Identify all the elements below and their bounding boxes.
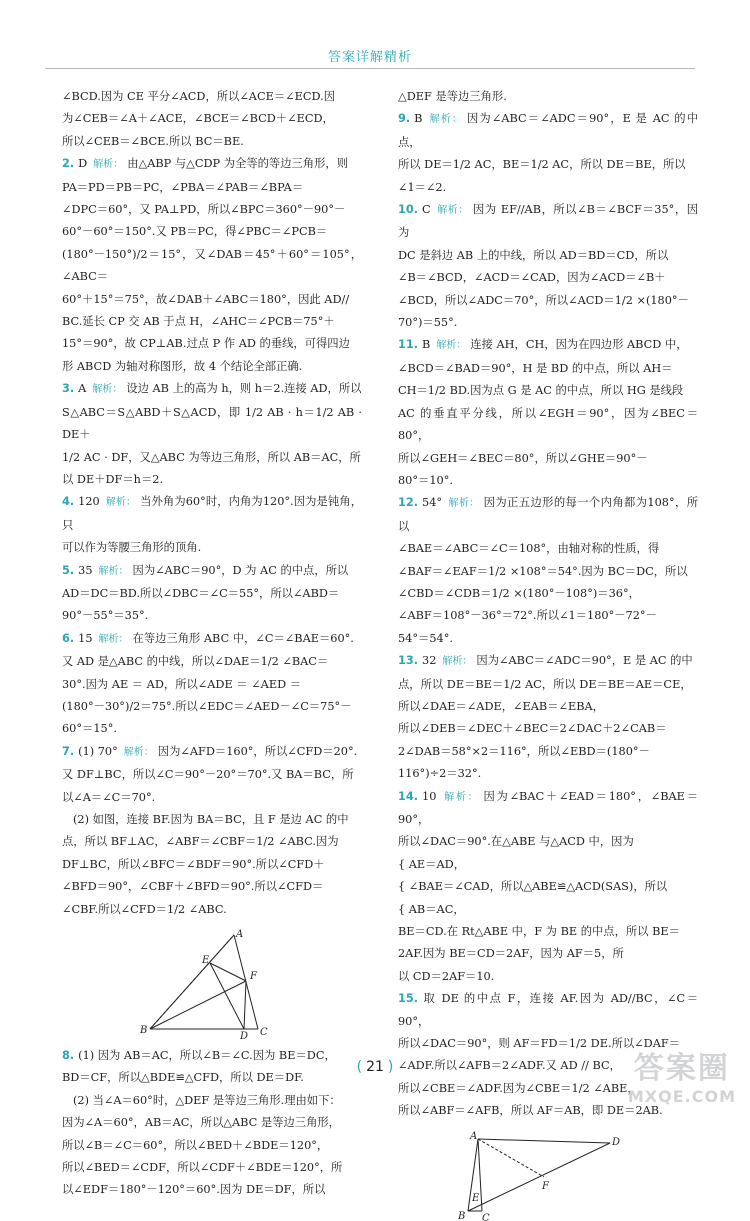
analysis-tag: 解析：: [98, 633, 129, 645]
trapezoid-figure-q15: [458, 1131, 628, 1221]
line-text: 所以 DE＝1/2 AC，BE＝1/2 AC，所以 DE＝BE，所以: [398, 158, 686, 172]
text-line: [62, 153, 362, 176]
line-text: ∠CBD＝∠CDB＝1/2 ×(180°－108°)＝36°，: [398, 586, 640, 600]
text-line: [398, 358, 698, 380]
page-number: ( 21 ): [357, 1059, 394, 1075]
answer-choice: D: [78, 157, 88, 171]
line-text: △DEF 是等边三角形.: [398, 90, 507, 103]
line-text: 所以∠CBE＝∠ADF.因为∠CBE＝1/2 ∠ABE，: [398, 1081, 639, 1095]
triangle-figure-q7: [140, 929, 290, 1039]
text-line: [62, 899, 362, 921]
text-line: [62, 333, 362, 355]
line-text: 所以∠GEH＝∠BEC＝80°，所以∠GHE＝90°－: [398, 451, 648, 465]
line-text: 连接 AH，CH，因为在四边形 ABCD 中，: [470, 338, 688, 352]
line-text: ∠ABF＝108°－36°＝72°.所以∠1＝180°－72°－: [398, 609, 657, 623]
line-text: 90°－55°＝35°.: [62, 609, 149, 623]
text-line: [398, 470, 698, 492]
text-line: [398, 583, 698, 605]
line-text: 1/2 AC · DF，又△ABC 为等边三角形，所以 AB＝AC，所: [62, 450, 361, 464]
text-line: [62, 560, 362, 583]
question-number: 5.: [62, 563, 75, 577]
text-line: [62, 605, 362, 627]
line-text: 60°＝15°.: [62, 722, 117, 736]
text-line: [398, 741, 698, 763]
analysis-tag: 解析：: [105, 497, 137, 509]
line-text: { AB＝AC，: [398, 902, 465, 916]
answer-choice: A: [78, 382, 87, 396]
line-text: DF⊥BC，所以∠BFC＝∠BDF＝90°.所以∠CFD＋: [62, 857, 325, 871]
page-header: [45, 40, 695, 72]
fig2-label-a: A: [470, 1130, 478, 1142]
line-text: 116°)÷2＝32°.: [398, 767, 482, 781]
question-number: 8.: [62, 1049, 75, 1063]
line-text: ∠ADF.所以∠AFB＝2∠ADF.又 AD // BC，: [398, 1059, 621, 1073]
left-column: [62, 86, 362, 1202]
watermark-logo: [628, 1043, 736, 1106]
question-number: 6.: [62, 631, 75, 645]
header-rule: [45, 68, 695, 69]
line-text: 因为∠BAC＋∠EAD＝180°，∠BAE＝90°，: [398, 789, 698, 826]
text-line: [398, 538, 698, 560]
analysis-tag: 解析：: [448, 498, 480, 510]
line-text: 在等边三角形 ABC 中，∠C＝∠BAE＝60°.: [132, 631, 354, 645]
fig1-label-f: F: [250, 971, 257, 983]
text-line: [62, 787, 362, 809]
text-line: [62, 177, 362, 199]
question-number: 4.: [62, 495, 75, 509]
text-line: [62, 199, 362, 221]
text-line: [62, 378, 362, 401]
line-text: AC 的垂直平分线，所以∠EGH＝90°，因为∠BEC＝80°，: [398, 406, 698, 443]
text-line: [398, 267, 698, 289]
line-text: CH＝1/2 BD.因为点 G 是 AC 的中点，所以 HG 是线段: [398, 384, 684, 398]
fig1-label-a: A: [236, 929, 244, 941]
analysis-tag: 解析：: [93, 159, 124, 171]
line-text: 60°－60°＝150°.又 PB＝PC，得∠PBC＝∠PCB＝: [62, 225, 328, 239]
line-text: (180°－150°)/2＝15°，又∠DAB＝45°＋60°＝105°，∠ABC＝: [62, 247, 362, 284]
question-number: 3.: [62, 382, 75, 396]
line-text: 又 AD 是△ABC 的中线，所以∠DAE＝1/2 ∠BAC＝: [62, 655, 329, 669]
answer-choice: (1) 70°: [78, 744, 118, 758]
text-line: [398, 650, 698, 673]
line-text: (2) 当∠A＝60°时，△DEF 是等边三角形.理由如下：: [73, 1093, 341, 1107]
line-text: 以∠A＝∠C＝70°.: [62, 790, 156, 804]
line-text: 以 DE＋DF＝h＝2.: [62, 472, 164, 486]
text-line: [62, 86, 362, 108]
analysis-tag: 解析：: [98, 565, 129, 577]
answer-choice: 32: [422, 654, 437, 668]
line-text: 因为∠ABC＝∠ADC＝90°，E 是 AC 的中点，: [398, 112, 699, 149]
text-line: [398, 763, 698, 785]
fig1-label-d: D: [240, 1031, 249, 1040]
text-line: [62, 469, 362, 491]
text-line: [398, 290, 698, 312]
line-text: ∠BCD＝∠BAD＝90°，H 是 BD 的中点，所以 AH＝: [398, 361, 673, 375]
text-line: [62, 831, 362, 853]
line-text: 所以∠ABF＝∠AFB，所以 AF＝AB，即 DE＝2AB.: [398, 1104, 663, 1118]
line-text: ∠BAF＝∠EAF＝1/2 ×108°＝54°.因为 BC＝DC，所以: [398, 564, 688, 578]
line-text: ∠BAE＝∠ABC＝∠C＝108°，由轴对称的性质，得: [398, 542, 660, 556]
line-text: 15°＝90°，故 CP⊥AB.过点 P 作 AD 的垂线，可得四边: [62, 337, 350, 351]
line-text: 当外角为60°时，内角为120°.因为是钝角，只: [62, 495, 363, 532]
text-line: [398, 628, 698, 650]
analysis-tag: 解析：: [442, 656, 473, 668]
line-text: 取 DE 的中点 F，连接 AF.因为 AD//BC，∠C＝90°，: [398, 992, 698, 1028]
question-number: 11.: [398, 338, 419, 352]
text-line: [398, 561, 698, 583]
line-text: 因为∠AFD＝160°，所以∠CFD＝20°.: [157, 744, 358, 758]
fig1-label-b: B: [140, 1025, 148, 1037]
line-text: 54°＝54°.: [398, 631, 453, 645]
text-line: [398, 696, 698, 718]
line-text: 因为∠A＝60°，AB＝AC，所以△ABC 是等边三角形，: [62, 1116, 340, 1130]
question-number: 14.: [398, 789, 419, 803]
line-text: 所以∠BED＝∠CDF，所以∠CDF＋∠BDE＝120°，所: [62, 1161, 343, 1175]
line-text: 30°.因为 AE ＝ AD，所以∠ADE ＝ ∠AED ＝: [62, 677, 302, 691]
text-line: [62, 1179, 362, 1201]
text-line: [398, 199, 698, 245]
analysis-tag: 解析：: [436, 340, 467, 352]
fig2-label-d: D: [612, 1136, 621, 1148]
answer-choice: B: [422, 338, 431, 352]
answer-choice: B: [414, 112, 423, 126]
answer-choice: 15: [78, 631, 93, 645]
line-text: 2AF.因为 BE＝CD＝2AF，因为 AF＝5，所: [398, 947, 624, 961]
line-text: ∠BCD，所以∠ADC＝70°，所以∠ACD＝1/2 ×(180°－: [398, 293, 689, 307]
question-number: 12.: [398, 496, 419, 510]
text-line: [62, 402, 362, 447]
line-text: ∠B＝∠BCD，∠ACD＝∠CAD，因为∠ACD＝∠B＋: [398, 271, 666, 285]
text-line: [62, 221, 362, 243]
line-text: 可以作为等腰三角形的顶角.: [62, 541, 202, 555]
line-text: 所以∠DEB＝∠DEC＋∠BEC＝2∠DAC＋2∠CAB＝: [398, 722, 667, 736]
fig1-label-c: C: [260, 1027, 268, 1039]
fig2-label-c: C: [482, 1212, 490, 1221]
line-text: 设边 AB 上的高为 h，则 h＝2.连接 AD，所以: [126, 382, 362, 396]
text-line: [62, 764, 362, 786]
text-line: [398, 921, 698, 943]
text-line: [398, 876, 698, 898]
text-line: [398, 854, 698, 876]
question-number: 15.: [398, 992, 419, 1006]
fig2-label-e: E: [472, 1192, 480, 1204]
text-line: [62, 854, 362, 876]
line-text: AD＝DC＝BD.所以∠DBC＝∠C＝55°，所以∠ABD＝: [62, 586, 340, 600]
text-line: [398, 108, 698, 154]
header-title: 答案详解精析: [327, 50, 412, 65]
line-text: ∠DPC＝60°，又 PA⊥PD，所以∠BPC＝360°－90°－: [62, 203, 346, 217]
answer-choice: 54°: [422, 496, 443, 510]
text-line: [62, 311, 362, 333]
text-line: [62, 131, 362, 153]
line-text: (1) 因为 AB＝AC，所以∠B＝∠C.因为 BE＝DC，: [78, 1049, 336, 1063]
text-line: [398, 492, 698, 538]
answer-choice: 35: [78, 563, 93, 577]
line-text: BD＝CF，所以△BDE≌△CFD，所以 DE＝DF.: [62, 1071, 304, 1085]
text-line: [398, 899, 698, 921]
text-line: [62, 809, 362, 831]
text-line: [62, 876, 362, 898]
line-text: 所以∠DAC＝90°，则 AF＝FD＝1/2 DE.所以∠DAF＝: [398, 1037, 680, 1051]
line-text: 70°)＝55°.: [398, 316, 458, 330]
line-text: DC 是斜边 AB 上的中线，所以 AD＝BD＝CD，所以: [398, 248, 669, 262]
line-text: 所以∠DAE＝∠ADE，∠EAB＝∠EBA，: [398, 699, 604, 713]
text-line: [62, 491, 362, 537]
text-line: [62, 651, 362, 673]
text-line: [398, 605, 698, 627]
analysis-tag: 解析：: [442, 791, 480, 803]
fig1-label-e: E: [202, 955, 210, 967]
text-line: [62, 741, 362, 764]
text-line: [62, 108, 362, 130]
line-text: 因为∠ABC＝90°，D 为 AC 的中点，所以: [132, 563, 349, 577]
text-line: [62, 583, 362, 605]
analysis-tag: 解析：: [436, 205, 469, 217]
text-line: [398, 448, 698, 470]
answer-choice: 10: [422, 789, 437, 803]
text-line: [398, 718, 698, 740]
text-line: [62, 447, 362, 469]
line-text: { AE＝AD，: [398, 857, 465, 871]
line-text: { ∠BAE＝∠CAD，所以△ABE≌△ACD(SAS)，所以: [398, 880, 668, 894]
line-text: 又 DF⊥BC，所以∠C＝90°－20°＝70°.又 BA＝BC，所: [62, 768, 354, 782]
line-text: 所以∠CEB＝∠BCE.所以 BC＝BE.: [62, 134, 244, 148]
text-line: [62, 244, 362, 289]
line-text: ∠1＝∠2.: [398, 180, 447, 194]
fig2-label-b: B: [458, 1210, 466, 1221]
line-text: 由△ABP 与△CDP 为全等的等边三角形，则: [127, 157, 349, 171]
text-line: [62, 1112, 362, 1134]
question-number: 2.: [62, 157, 75, 171]
text-line: [398, 312, 698, 334]
text-line: [398, 245, 698, 267]
line-text: 因为正五边形的每一个内角都为108°，所以: [398, 496, 699, 533]
line-text: 以 CD＝2AF＝10.: [398, 969, 495, 983]
text-line: [398, 943, 698, 965]
text-line: [62, 628, 362, 651]
question-number: 7.: [62, 744, 75, 758]
line-text: S△ABC＝S△ABD＋S△ACD，即 1/2 AB · h＝1/2 AB · DE＋: [62, 405, 362, 442]
text-line: [62, 289, 362, 311]
line-text: 为∠CEB＝∠A＋∠ACE，∠BCE＝∠BCD＋∠ECD，: [62, 112, 334, 126]
fig2-label-f: F: [542, 1180, 549, 1192]
line-text: (2) 如图，连接 BF.因为 BA＝BC，且 F 是边 AC 的中: [73, 813, 349, 826]
text-line: [62, 696, 362, 718]
question-number: 13.: [398, 654, 419, 668]
line-text: 点，所以 BF⊥AC，∠ABF＝∠CBF＝1/2 ∠ABC.因为: [62, 835, 339, 849]
text-line: [398, 86, 698, 108]
text-line: [398, 786, 698, 832]
line-text: 因为 EF//AB，所以∠B＝∠BCF＝35°，因为: [398, 203, 699, 240]
watermark-line1: 答案圈: [633, 1051, 730, 1086]
analysis-tag: 解析：: [123, 746, 154, 758]
line-text: ∠CBF.所以∠CFD＝1/2 ∠ABC.: [62, 902, 227, 916]
line-text: PA＝PD＝PB＝PC，∠PBA＝∠PAB＝∠BPA＝: [62, 180, 304, 194]
question-number: 10.: [398, 203, 419, 217]
line-text: 2∠DAB＝58°×2＝116°，所以∠EBD＝(180°－: [398, 744, 650, 758]
line-text: 80°＝10°.: [398, 473, 453, 487]
text-line: [398, 334, 698, 357]
text-line: [62, 718, 362, 740]
line-text: ∠BFD＝90°，∠CBF＋∠BFD＝90°.所以∠CFD＝: [62, 880, 324, 894]
text-line: [62, 674, 362, 696]
line-text: ∠BCD.因为 CE 平分∠ACD，所以∠ACE＝∠ECD.因: [62, 90, 336, 103]
analysis-tag: 解析：: [92, 384, 123, 396]
watermark-line2: MXQE.COM: [627, 1087, 736, 1106]
text-line: [62, 356, 362, 378]
text-line: [398, 154, 698, 176]
text-line: [398, 966, 698, 988]
text-line: [398, 988, 698, 1033]
text-line: [62, 537, 362, 559]
text-line: [398, 674, 698, 696]
text-line: [398, 403, 698, 448]
text-line: [398, 831, 698, 853]
line-text: 60°＋15°＝75°，故∠DAB＋∠ABC＝180°，因此 AD//: [62, 292, 350, 306]
line-text: 所以∠B＝∠C＝60°，所以∠BED＋∠BDE＝120°，: [62, 1138, 329, 1152]
line-text: BE＝CD.在 Rt△ABE 中，F 为 BE 的中点，所以 BE＝: [398, 925, 680, 939]
analysis-tag: 解析：: [428, 114, 463, 126]
line-text: 所以∠DAC＝90°.在△ABE 与△ACD 中，因为: [398, 835, 634, 849]
text-line: [398, 177, 698, 199]
text-line: [62, 1090, 362, 1112]
line-text: 因为∠ABC＝∠ADC＝90°，E 是 AC 的中: [476, 654, 693, 668]
answer-choice: 120: [78, 495, 100, 509]
text-line: [62, 1157, 362, 1179]
text-line: [398, 380, 698, 402]
line-text: 点，所以 DE＝BE＝1/2 AC，所以 DE＝BE＝AE＝CE，: [398, 677, 692, 691]
line-text: 以∠EDF＝180°－120°＝60°.因为 DE＝DF，所以: [62, 1183, 326, 1197]
line-text: (180°－30°)/2＝75°.所以∠EDC＝∠AED－∠C＝75°－: [62, 699, 352, 713]
answer-choice: C: [422, 203, 431, 217]
question-number: 9.: [398, 112, 411, 126]
line-text: BC.延长 CP 交 AB 于点 H，∠AHC＝∠PCB＝75°＋: [62, 315, 335, 329]
text-line: [62, 1135, 362, 1157]
line-text: 形 ABCD 为轴对称图形，故 4 个结论全部正确.: [62, 359, 303, 373]
